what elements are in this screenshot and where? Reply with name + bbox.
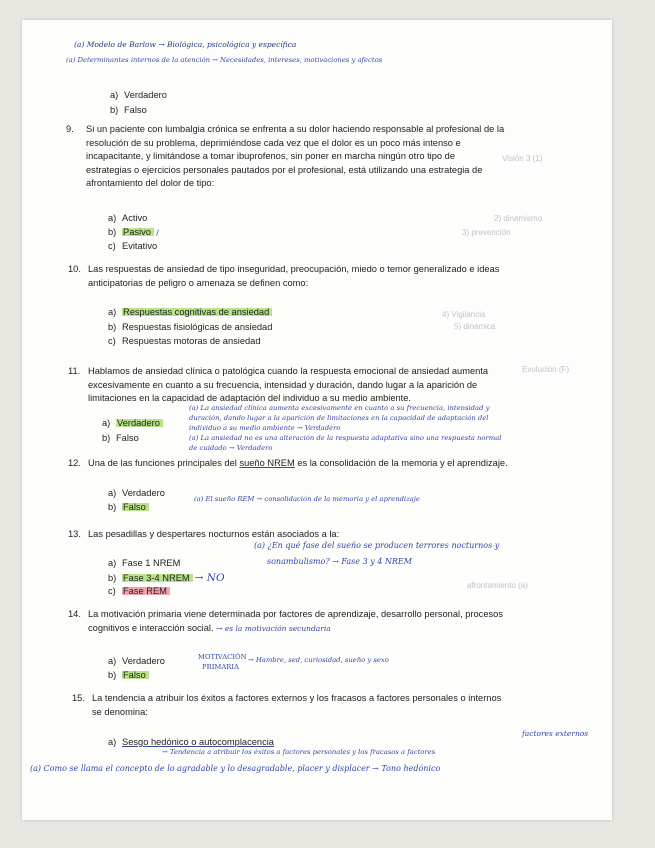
q14-option-b: b) Falso	[108, 670, 149, 680]
q8-option-b: b) Falso	[110, 105, 147, 115]
q14-option-a: a) Verdadero	[108, 656, 165, 666]
handwritten-note-q13-1: (a) ¿En qué fase del sueño se producen terrores nocturnos y	[254, 541, 500, 550]
highlight-correct: Verdadero	[116, 418, 163, 428]
ghost-text: 4) Vigilancia	[442, 310, 486, 319]
handwritten-note-bottom: (a) Como se llama el concepto de lo agradable y lo desagradable, placer y displacer → Tono hedónico	[30, 764, 441, 773]
highlight-wrong-marked: Fase 3-4 NREM	[122, 573, 193, 583]
highlight-correct: Respuestas cognitivas de ansiedad	[122, 307, 272, 317]
q11-option-a: a) Verdadero	[102, 418, 163, 428]
question-14: 14. La motivación primaria viene determinada por factores de aprendizaje, desarrollo personal, procesos cognitivos e interacción social. → es la motivación secundaria	[68, 609, 503, 633]
question-11: 11. Hablamos de ansiedad clínica o patológica cuando la respuesta emocional de ansiedad aumenta excesivamente en cuanto a su frecuencia, intensidad y duración, dando lugar a la aparición de limitaciones en la capacidad de adaptación del individuo a su medio ambiente.	[68, 366, 489, 404]
ghost-text: 3) prevención	[462, 228, 511, 237]
handwritten-note-barlow: (a) Modelo de Barlow → Biológica, psicológica y específica	[74, 40, 297, 49]
handwritten-note-q14: → Hambre, sed, curiosidad, sueño y sexo	[248, 656, 389, 664]
handwritten-note-q15-over: factores externos	[522, 729, 589, 738]
question-12: 12. Una de las funciones principales del sueño NREM es la consolidación de la memoria y el aprendizaje.	[68, 458, 508, 468]
highlight-correct: Falso	[122, 502, 149, 512]
q11-option-b: b) Falso	[102, 433, 139, 443]
highlight-correct: Falso	[122, 670, 149, 680]
q15-option-a: a) Sesgo hedónico o autocomplacencia	[108, 737, 274, 747]
handwritten-note-q14-inline: → es la motivación secundaria	[216, 623, 331, 633]
q12-option-a: a) Verdadero	[108, 488, 165, 498]
handwritten-note-q12: (a) El sueño REM → consolidación de la memoria y el aprendizaje	[194, 495, 420, 503]
q9-option-c: c) Evitativo	[108, 241, 158, 251]
question-13: 13. Las pesadillas y despertares nocturnos están asociados a la:	[68, 529, 340, 539]
handwritten-note-q11-a: (a) La ansiedad clínica aumenta excesivamente en cuanto a su frecuencia, intensidad y duración, dando lugar a la aparición de limitaciones en la capacidad de adaptación del individuo a su medio ambiente → Verdadero	[189, 404, 490, 432]
question-10: 10. Las respuestas de ansiedad de tipo inseguridad, preocupación, miedo o temor generalizado e ideas anticipatorias de peligro o amenaza se definen como:	[68, 264, 500, 288]
no-mark: → NO	[194, 572, 225, 584]
question-9: 9. Si un paciente con lumbalgia crónica se enfrenta a su dolor haciendo responsable al profesional de la resolución de su problema, deprimiéndose cada vez que el dolor es un poco más intenso e incapacitante, y limitándose a tomar ibuprofenos, sin poner en marcha ningún otro tipo de estrategias o ejercicios personales pautados por el profesional, está utilizando una estrategia de afrontamiento del dolor de tipo:	[66, 124, 505, 189]
q13-option-b: b) Fase 3-4 NREM → NO	[108, 572, 225, 584]
q10-option-b: b) Respuestas fisiológicas de ansiedad	[108, 322, 273, 332]
q13-option-c: c) Fase REM	[108, 586, 170, 596]
ghost-text: afrontamiento (a)	[467, 581, 528, 590]
ghost-text: Evolución (F)	[522, 365, 570, 374]
q9-option-a: a) Activo	[108, 213, 148, 223]
q10-option-c: c) Respuestas motoras de ansiedad	[108, 336, 261, 346]
q10-option-a: a) Respuestas cognitivas de ansiedad	[108, 307, 272, 317]
handwritten-label-primaria: PRIMARIA	[202, 663, 239, 671]
scanned-exam-page	[22, 20, 612, 820]
ghost-text: 5) dinámica	[454, 322, 496, 331]
question-15: 15. La tendencia a atribuir los éxitos a factores externos y los fracasos a factores personales o internos se denomina:	[72, 693, 502, 717]
handwritten-note-q13-2: sonambulismo? → Fase 3 y 4 NREM	[267, 557, 412, 566]
underlined-term: sueño NREM	[239, 458, 295, 468]
highlight-correct: Pasivo	[122, 227, 154, 237]
handwritten-note-atention: (a) Determinantes internos de la atención → Necesidades, intereses, motivaciones y afectos	[66, 56, 383, 64]
ghost-text: Visión 3 (1)	[502, 154, 543, 163]
q12-option-b: b) Falso	[108, 502, 149, 512]
q9-option-b: b) Pasivo /	[108, 227, 159, 237]
highlight-correct-red: Fase REM	[122, 586, 170, 596]
handwritten-note-q11-b: (a) La ansiedad no es una alteración de la respuesta adaptativa sino una respuesta normal de cuidado → Verdadero	[189, 434, 502, 452]
handwritten-label-motivacion: MOTIVACIÓN	[198, 653, 247, 661]
handwritten-note-q15-a: → Tendencia a atribuir los éxitos a factores personales y los fracasos a factores	[162, 748, 436, 756]
q8-option-a: a) Verdadero	[110, 90, 167, 100]
q13-option-a: a) Fase 1 NREM	[108, 558, 181, 568]
ghost-text: 2) dinamismo	[494, 214, 543, 223]
